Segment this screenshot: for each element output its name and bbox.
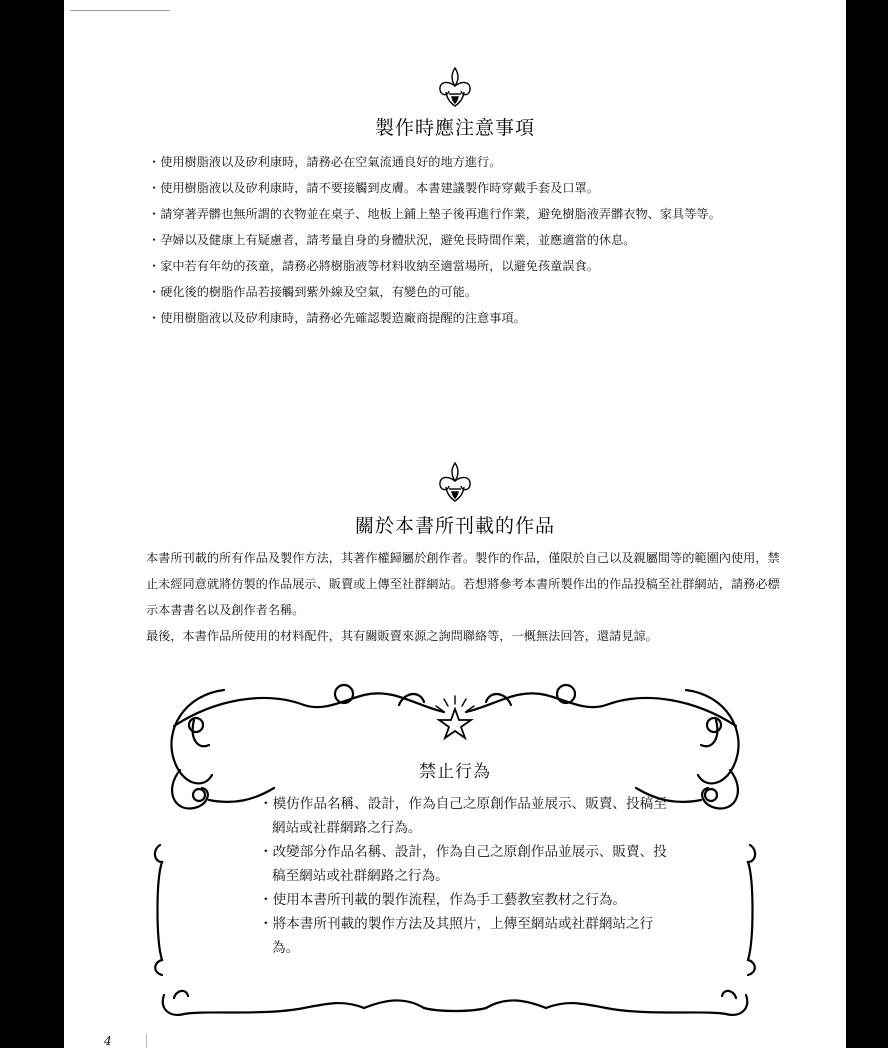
list-item	[259, 792, 679, 840]
list-item-text: 使用本書所刊載的製作流程，作為手工藝教室教材之行為。	[272, 892, 627, 908]
bullet-dot: ・	[259, 844, 273, 860]
bullet-dot: ・	[148, 259, 161, 273]
list-item	[259, 912, 679, 960]
bullet-dot: ・	[148, 311, 161, 325]
bullet-dot: ・	[148, 233, 161, 247]
list-item	[259, 888, 679, 912]
prohibited-list	[259, 792, 679, 960]
bullet-dot: ・	[148, 285, 161, 299]
bullet-dot: ・	[148, 155, 161, 169]
page-number-rule	[146, 1034, 147, 1048]
list-item-text: 請穿著弄髒也無所謂的衣物並在桌子、地板上鋪上墊子後再進行作業，避免樹脂液弄髒衣物、家具等等。	[160, 207, 721, 221]
list-item-text: 使用樹脂液以及矽利康時，請務必先確認製造廠商提醒的注意事項。	[160, 311, 526, 325]
about-works-paragraph-2: 最後，本書作品所使用的材料配件，其有關販賣來源之詢問聯絡等，一概無法回答，還請見諒。	[146, 629, 658, 643]
about-works-paragraph-1: 本書所刊載的所有作品及製作方法，其著作權歸屬於創作者。製作的作品，僅限於自己以及親屬間等的範圍內使用，禁止未經同意就將仿製的作品展示、販賣或上傳至社群網站。若想將參考本書所製作出的作品投稿至社群網站，請務必標示本書書名以及創作者名稱。	[146, 551, 780, 617]
list-item-text: 孕婦以及健康上有疑慮者，請考量自身的身體狀況，避免長時間作業，並應適當的休息。	[160, 233, 636, 247]
bullet-dot: ・	[259, 892, 273, 908]
list-item-text: 使用樹脂液以及矽利康時，請不要接觸到皮膚。本書建議製作時穿戴手套及口罩。	[160, 181, 599, 195]
bullet-dot: ・	[259, 796, 273, 812]
list-item-text: 模仿作品名稱、設計，作為自己之原創作品並展示、販賣、投稿至網站或社群網路之行為。	[272, 796, 667, 836]
section-heading-about-works: 關於本書所刊載的作品	[354, 515, 555, 537]
bullet-dot: ・	[148, 207, 161, 221]
book-page	[64, 0, 846, 1048]
page-number: 4	[104, 1034, 112, 1048]
bullet-dot: ・	[148, 181, 161, 195]
prohibited-title: 禁止行為	[419, 762, 491, 782]
list-item-text: 家中若有年幼的孩童，請務必將樹脂液等材料收納至適當場所，以避免孩童誤食。	[160, 259, 599, 273]
bullet-dot: ・	[259, 916, 273, 932]
list-item-text: 將本書所刊載的製作方法及其照片，上傳至網站或社群網站之行為。	[272, 916, 654, 956]
list-item-text: 硬化後的樹脂作品若接觸到紫外線及空氣，有變色的可能。	[160, 285, 478, 299]
section-heading-precautions: 製作時應注意事項	[374, 117, 535, 139]
list-item-text: 改變部分作品名稱、設計，作為自己之原創作品並展示、販賣、投稿至網站或社群網路之行為。	[272, 844, 667, 884]
list-item-text: 使用樹脂液以及矽利康時，請務必在空氣流通良好的地方進行。	[160, 155, 502, 169]
list-item	[259, 840, 679, 888]
